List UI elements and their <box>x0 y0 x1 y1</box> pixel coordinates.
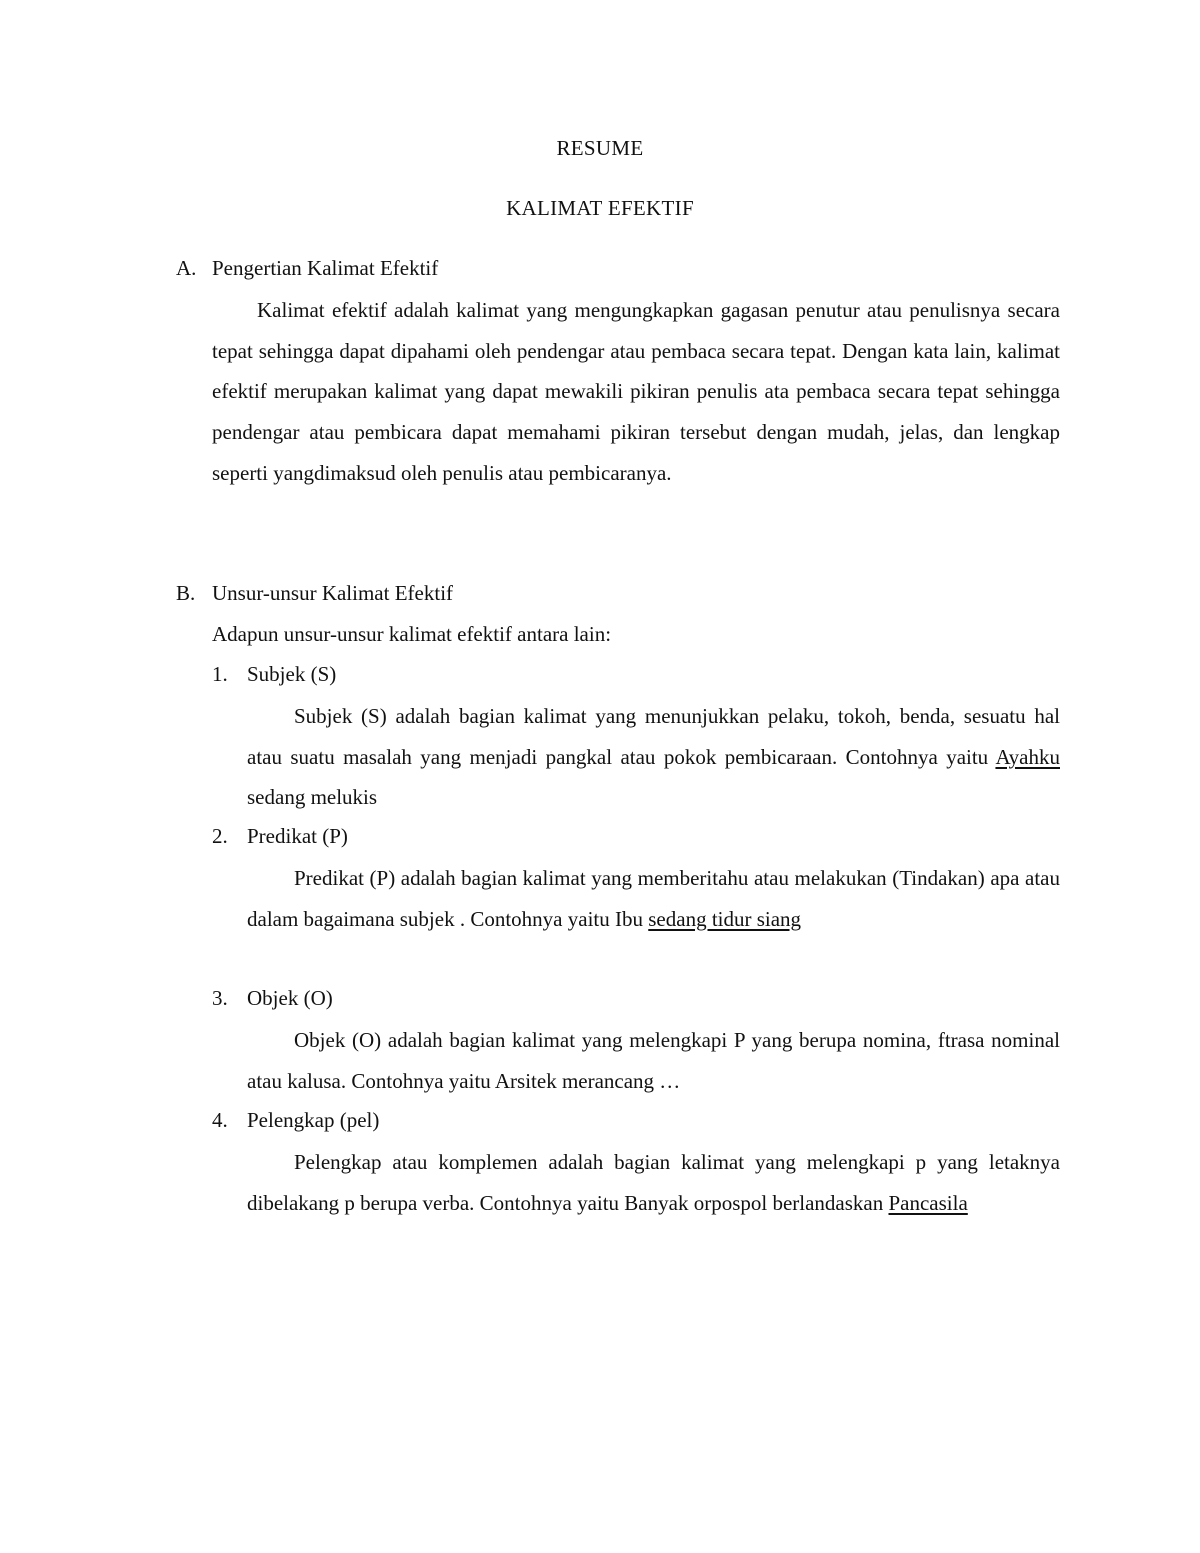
list-item-title: Objek (O) <box>247 986 333 1010</box>
list-item-number: 1. <box>212 662 228 686</box>
section-b-intro: Adapun unsur-unsur kalimat efektif antara lain: <box>212 622 612 646</box>
list-item-subjek <box>212 662 336 686</box>
list-item-objek <box>212 986 333 1010</box>
section-b-heading <box>176 581 453 605</box>
list-item-paragraph-pelengkap <box>247 1142 1060 1223</box>
list-item-predikat <box>212 824 348 848</box>
document-title: RESUME <box>556 136 644 160</box>
list-item-title: Predikat (P) <box>247 824 348 848</box>
section-a-marker: A. <box>176 256 197 280</box>
section-b-title: Unsur-unsur Kalimat Efektif <box>212 581 454 605</box>
list-item-paragraph-objek <box>247 1020 1060 1101</box>
section-b-marker: B. <box>176 581 196 605</box>
section-a-title: Pengertian Kalimat Efektif <box>212 256 439 280</box>
section-a-paragraph <box>212 290 1060 494</box>
list-item-text: Pelengkap atau komplemen adalah bagian kalimat yang melengkapi p yang letaknya dibelakang p berupa verba. Contohnya yaitu Banyak orpospol berlandaskan <box>247 1150 1060 1215</box>
list-item-paragraph-subjek <box>247 696 1060 818</box>
document-subtitle: KALIMAT EFEKTIF <box>506 196 694 220</box>
example-underlined: sedang tidur siang <box>648 906 802 931</box>
list-item-text: Objek (O) adalah bagian kalimat yang melengkapi P yang berupa nomina, ftrasa nominal atau kalusa. Contohnya yaitu Arsitek merancang … <box>247 1028 1060 1093</box>
list-item-number: 3. <box>212 986 228 1010</box>
list-item-paragraph-predikat <box>247 858 1060 939</box>
section-a-heading <box>176 256 438 280</box>
list-item-title: Pelengkap (pel) <box>247 1108 380 1132</box>
list-item-text: Predikat (P) adalah bagian kalimat yang memberitahu atau melakukan (Tindakan) apa atau dalam bagaimana subjek . Contohnya yaitu Ibu <box>247 866 1060 931</box>
example-underlined: Ayahku <box>995 744 1060 769</box>
list-item-pelengkap <box>212 1108 379 1132</box>
list-item-number: 4. <box>212 1108 228 1132</box>
list-item-text: Subjek (S) adalah bagian kalimat yang menunjukkan pelaku, tokoh, benda, sesuatu hal atau suatu masalah yang menjadi pangkal atau pokok pembicaraan. Contohnya yaitu <box>247 704 1060 769</box>
example-rest: sedang melukis <box>247 785 378 810</box>
example-underlined: Pancasila <box>888 1190 968 1215</box>
section-a-text: Kalimat efektif adalah kalimat yang mengungkapkan gagasan penutur atau penulisnya secara tepat sehingga dapat dipahami oleh pendengar atau pembaca secara tepat. Dengan kata lain, kalimat efektif merupakan kalimat yang dapat mewakili pikiran penulis ata pembaca secara tepat sehingga pendengar atau pembicara dapat memahami pikiran tersebut dengan mudah, jelas, dan lengkap seperti yangdimaksud oleh penulis atau pembicaranya. <box>212 298 1060 485</box>
list-item-title: Subjek (S) <box>247 662 337 686</box>
list-item-number: 2. <box>212 824 228 848</box>
